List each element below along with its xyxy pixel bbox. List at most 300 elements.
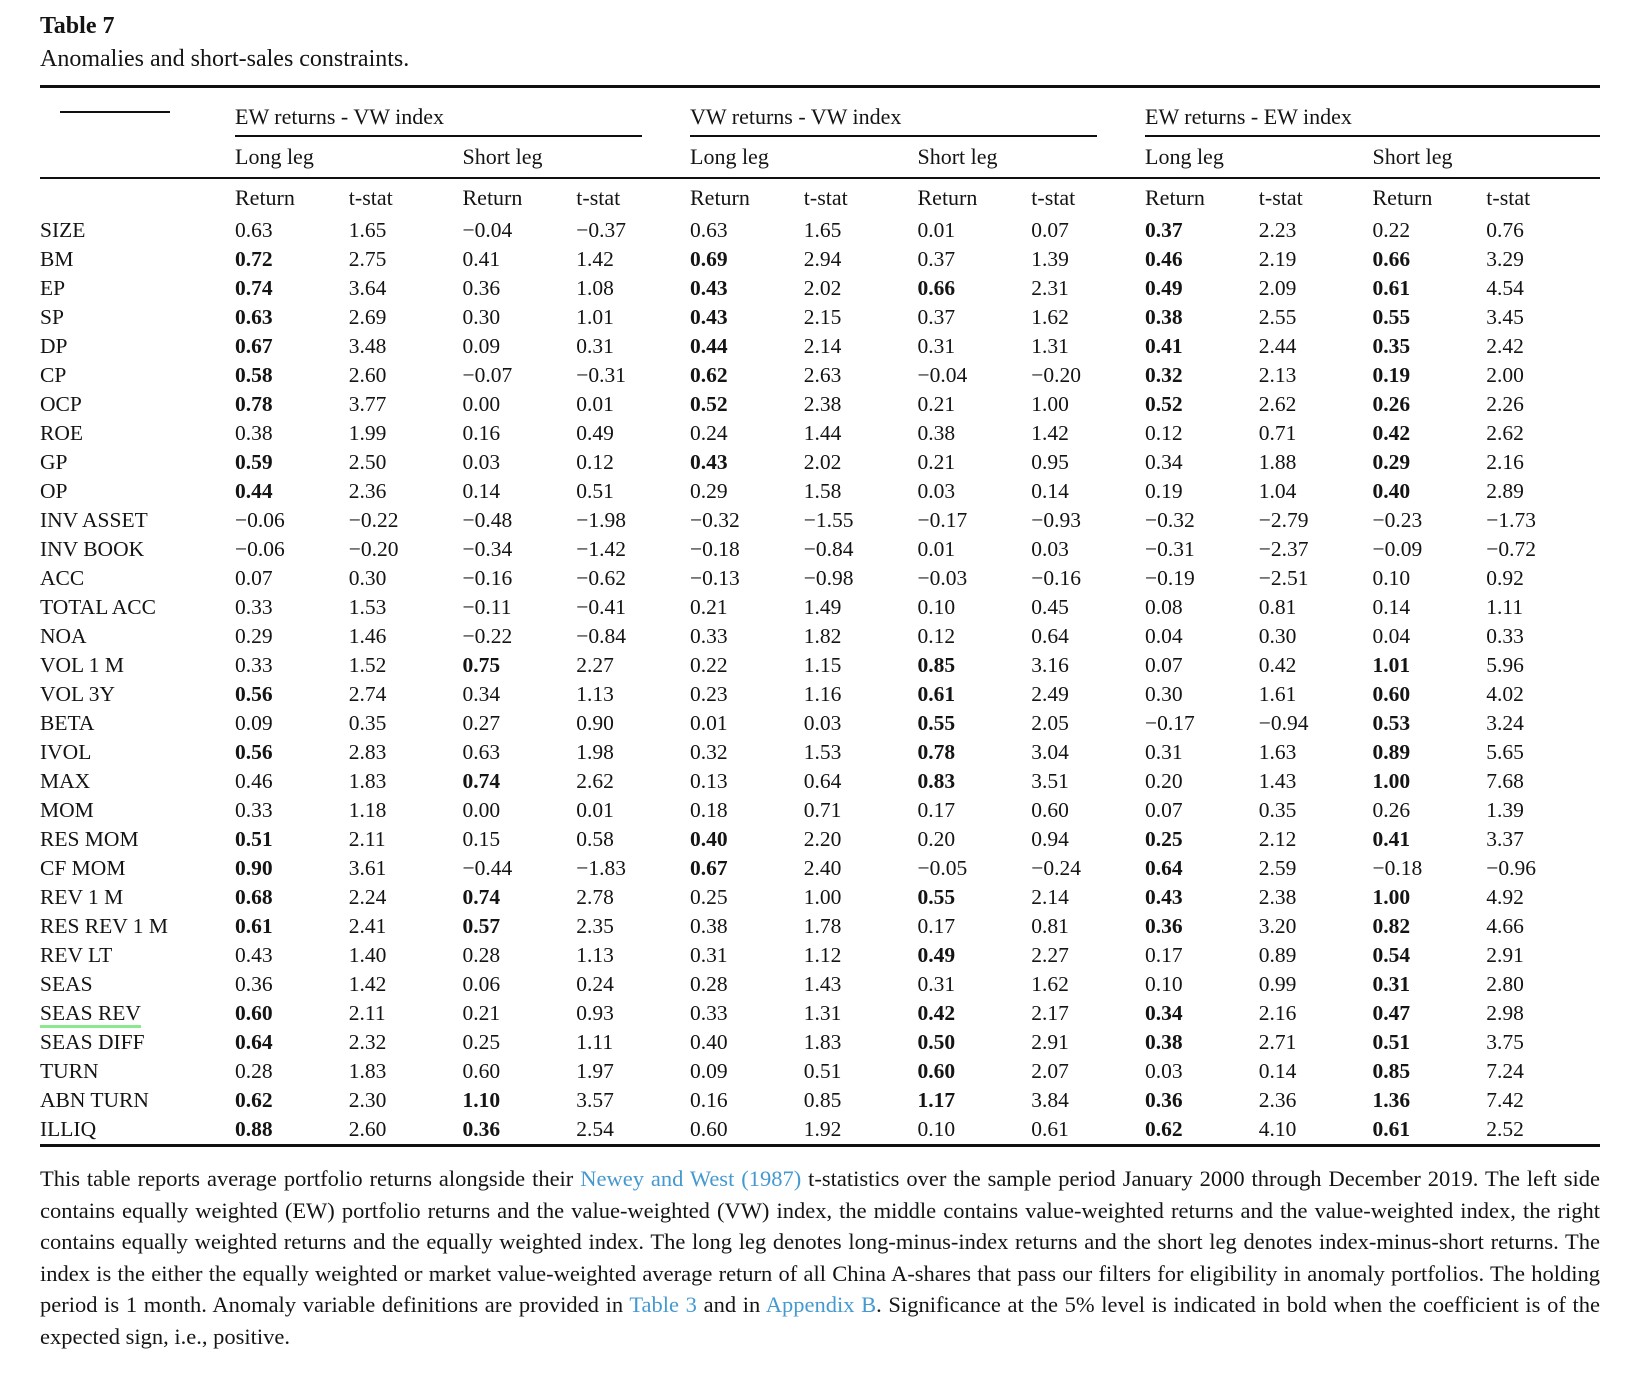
return-value: 0.23 <box>690 682 728 706</box>
return-value: 0.16 <box>690 1088 728 1112</box>
tstat-value: 2.26 <box>1486 392 1524 416</box>
return-value: 0.37 <box>917 305 956 329</box>
tstat-value: 2.07 <box>1031 1059 1069 1083</box>
tstat-value: 1.65 <box>348 218 387 242</box>
return-value: 0.33 <box>235 595 273 619</box>
return-value: 0.09 <box>690 1059 728 1083</box>
tstat-value: −0.41 <box>576 595 627 619</box>
tstat-value: 3.04 <box>1031 740 1069 764</box>
return-value: 0.18 <box>690 798 728 822</box>
return-value: 0.46 <box>1145 247 1183 271</box>
return-value: 0.17 <box>917 798 956 822</box>
return-value: 0.67 <box>690 856 728 880</box>
tstat-value: 2.38 <box>803 392 842 416</box>
citation-link[interactable]: Table 3 <box>629 1292 697 1317</box>
return-value: 0.40 <box>1372 479 1411 503</box>
return-value: 0.43 <box>690 305 728 329</box>
tstat-value: 0.92 <box>1486 566 1524 590</box>
return-value: 0.75 <box>462 653 501 677</box>
tstat-value: 1.53 <box>348 595 387 619</box>
tstat-value: 1.98 <box>576 740 614 764</box>
return-value: 0.33 <box>690 1001 728 1025</box>
tstat-value: 3.24 <box>1486 711 1524 735</box>
return-value: 0.36 <box>235 972 273 996</box>
return-value: 0.22 <box>690 653 728 677</box>
row-label: CP <box>40 363 67 387</box>
return-value: −0.34 <box>462 537 513 561</box>
row-label: OP <box>40 479 68 503</box>
return-value: 0.60 <box>1372 682 1411 706</box>
tstat-value: 1.42 <box>1031 421 1069 445</box>
return-value: −0.07 <box>462 363 513 387</box>
leg-header-long: Long leg <box>690 144 769 169</box>
tstat-value: 1.16 <box>803 682 842 706</box>
tstat-value: 1.99 <box>348 421 387 445</box>
return-value: 0.63 <box>235 218 273 242</box>
return-value: 0.28 <box>235 1059 273 1083</box>
return-col-header: Return <box>1372 184 1433 210</box>
return-value: 0.36 <box>1145 914 1183 938</box>
return-value: 0.17 <box>1145 943 1183 967</box>
tstat-value: 2.02 <box>803 276 842 300</box>
row-label: MOM <box>40 798 94 822</box>
tstat-value: 2.60 <box>348 363 387 387</box>
return-value: 0.61 <box>1372 276 1411 300</box>
tstat-value: 2.15 <box>803 305 842 329</box>
tstat-value: 4.66 <box>1486 914 1524 938</box>
return-value: 0.50 <box>917 1030 956 1054</box>
table-row <box>40 303 1600 332</box>
tstat-value: 1.82 <box>803 624 842 648</box>
tstat-value: 2.36 <box>1258 1088 1297 1112</box>
return-value: 0.38 <box>235 421 273 445</box>
return-value: 0.33 <box>235 798 273 822</box>
return-value: 0.55 <box>1372 305 1411 329</box>
tstat-value: 0.31 <box>576 334 614 358</box>
tstat-value: 2.24 <box>348 885 387 909</box>
tstat-value: 2.75 <box>348 247 387 271</box>
return-value: 0.20 <box>917 827 956 851</box>
tstat-value: 2.17 <box>1031 1001 1069 1025</box>
return-value: 0.16 <box>462 421 501 445</box>
return-value: 0.07 <box>235 566 273 590</box>
tstat-value: 0.35 <box>348 711 387 735</box>
tstat-value: 0.07 <box>1031 218 1069 242</box>
tstat-value: 1.88 <box>1258 450 1297 474</box>
return-value: 0.35 <box>1372 334 1411 358</box>
tstat-value: 2.91 <box>1031 1030 1069 1054</box>
return-value: 0.31 <box>917 972 956 996</box>
table-row <box>40 535 1600 564</box>
return-value: 0.52 <box>1145 392 1183 416</box>
tstat-value: 2.13 <box>1258 363 1297 387</box>
table-row <box>40 825 1600 854</box>
tstat-value: 0.94 <box>1031 827 1069 851</box>
tstat-value: 1.12 <box>803 943 842 967</box>
paper-page <box>40 10 1600 1352</box>
return-value: 0.06 <box>462 972 501 996</box>
tstat-value: 7.68 <box>1486 769 1524 793</box>
return-value: 0.55 <box>917 885 956 909</box>
row-label: CF MOM <box>40 856 126 880</box>
return-value: 0.03 <box>462 450 501 474</box>
tstat-col-header: t-stat <box>348 184 393 210</box>
tstat-value: 2.59 <box>1258 856 1297 880</box>
row-label: SIZE <box>40 218 86 242</box>
tstat-value: 1.42 <box>576 247 614 271</box>
tstat-col-header: t-stat <box>1486 184 1531 210</box>
table-row <box>40 680 1600 709</box>
tstat-value: 2.54 <box>576 1117 614 1141</box>
table-row <box>40 651 1600 680</box>
return-value: 0.61 <box>917 682 956 706</box>
citation-link[interactable]: Appendix B <box>765 1292 877 1317</box>
tstat-value: 2.00 <box>1486 363 1524 387</box>
group-header-vw-vw: VW returns - VW index <box>690 104 1097 137</box>
return-value: 0.07 <box>1145 653 1183 677</box>
return-value: 1.00 <box>1372 769 1411 793</box>
tstat-value: 2.02 <box>803 450 842 474</box>
tstat-value: 0.76 <box>1486 218 1524 242</box>
return-value: 0.64 <box>235 1030 273 1054</box>
return-value: 0.49 <box>1145 276 1183 300</box>
tstat-value: 2.20 <box>803 827 842 851</box>
table-row <box>40 709 1600 738</box>
return-value: 0.34 <box>1145 450 1183 474</box>
return-value: −0.32 <box>690 508 740 532</box>
return-value: 0.53 <box>1372 711 1411 735</box>
return-value: 0.43 <box>235 943 273 967</box>
tstat-value: 2.63 <box>803 363 842 387</box>
return-value: 0.32 <box>1145 363 1183 387</box>
tstat-value: 1.00 <box>803 885 842 909</box>
tstat-value: −1.55 <box>803 508 854 532</box>
return-value: 0.85 <box>917 653 956 677</box>
table-row <box>40 999 1600 1028</box>
tstat-value: 1.31 <box>1031 334 1069 358</box>
citation-link[interactable]: Newey and West (1987) <box>580 1166 802 1191</box>
group-header-row <box>40 88 1600 137</box>
return-value: 0.74 <box>235 276 273 300</box>
tstat-value: 1.83 <box>803 1030 842 1054</box>
tstat-value: 2.31 <box>1031 276 1069 300</box>
tstat-value: −0.22 <box>348 508 399 532</box>
return-col-header: Return <box>1145 184 1205 210</box>
tstat-value: 3.61 <box>348 856 387 880</box>
row-label: RES MOM <box>40 827 139 851</box>
return-value: 0.46 <box>235 769 273 793</box>
return-value: 0.01 <box>917 218 956 242</box>
tstat-value: 3.77 <box>348 392 387 416</box>
tstat-value: −1.83 <box>576 856 627 880</box>
return-value: 0.21 <box>462 1001 501 1025</box>
table-row <box>40 390 1600 419</box>
return-value: 1.17 <box>917 1088 956 1112</box>
tstat-value: 1.97 <box>576 1059 614 1083</box>
tstat-value: 3.29 <box>1486 247 1524 271</box>
tstat-value: −0.24 <box>1031 856 1082 880</box>
return-value: 0.36 <box>1145 1088 1183 1112</box>
tstat-value: 4.02 <box>1486 682 1524 706</box>
return-value: 0.60 <box>462 1059 501 1083</box>
tstat-value: 0.14 <box>1031 479 1069 503</box>
return-value: 0.52 <box>690 392 728 416</box>
tstat-col-header: t-stat <box>1258 184 1303 210</box>
tstat-value: 3.16 <box>1031 653 1069 677</box>
table-row <box>40 361 1600 390</box>
return-value: 0.62 <box>1145 1117 1183 1141</box>
row-label: VOL 3Y <box>40 682 116 706</box>
tstat-value: −1.98 <box>576 508 627 532</box>
return-value: 0.03 <box>917 479 956 503</box>
table-body <box>40 216 1600 1144</box>
tstat-value: 0.01 <box>576 392 614 416</box>
return-value: 0.56 <box>235 682 273 706</box>
return-value: 0.31 <box>1372 972 1411 996</box>
tstat-value: 2.60 <box>348 1117 387 1141</box>
tstat-value: 3.48 <box>348 334 387 358</box>
tstat-value: 1.15 <box>803 653 842 677</box>
tstat-value: 0.71 <box>1258 421 1297 445</box>
return-value: 0.38 <box>1145 305 1183 329</box>
tstat-value: 2.27 <box>1031 943 1069 967</box>
row-label: TOTAL ACC <box>40 595 156 619</box>
return-value: −0.17 <box>1145 711 1195 735</box>
return-value: 0.19 <box>1372 363 1411 387</box>
row-label: SP <box>40 305 64 329</box>
table-row <box>40 477 1600 506</box>
return-value: 0.60 <box>235 1001 273 1025</box>
return-value: 0.01 <box>917 537 956 561</box>
return-value: 0.01 <box>690 711 728 735</box>
return-value: 0.25 <box>690 885 728 909</box>
return-value: −0.18 <box>1372 856 1423 880</box>
return-value: 0.41 <box>1145 334 1183 358</box>
tstat-value: 3.37 <box>1486 827 1524 851</box>
return-value: 0.68 <box>235 885 273 909</box>
table-row <box>40 1057 1600 1086</box>
tstat-value: 2.52 <box>1486 1117 1524 1141</box>
tstat-value: 0.30 <box>348 566 387 590</box>
return-value: 0.00 <box>462 798 501 822</box>
tstat-value: 2.41 <box>348 914 387 938</box>
return-value: 0.26 <box>1372 798 1411 822</box>
return-value: 0.09 <box>462 334 501 358</box>
return-value: 0.22 <box>1372 218 1411 242</box>
table-row <box>40 854 1600 883</box>
tstat-value: 2.89 <box>1486 479 1524 503</box>
table-row <box>40 564 1600 593</box>
tstat-value: 3.84 <box>1031 1088 1069 1112</box>
tstat-value: 1.52 <box>348 653 387 677</box>
return-value: 0.62 <box>690 363 728 387</box>
tstat-value: 1.43 <box>1258 769 1297 793</box>
tstat-value: 1.46 <box>348 624 387 648</box>
return-value: 0.29 <box>690 479 728 503</box>
highlighted-row-label: SEAS REV <box>40 1001 141 1028</box>
tstat-value: 0.85 <box>803 1088 842 1112</box>
table-row <box>40 593 1600 622</box>
return-value: −0.11 <box>462 595 512 619</box>
tstat-value: 0.42 <box>1258 653 1297 677</box>
tstat-value: 3.20 <box>1258 914 1297 938</box>
row-label: IVOL <box>40 740 92 764</box>
return-value: 0.83 <box>917 769 956 793</box>
row-label: INV ASSET <box>40 508 148 532</box>
table-row <box>40 274 1600 303</box>
row-label: RES REV 1 M <box>40 914 169 938</box>
return-value: 1.36 <box>1372 1088 1411 1112</box>
tstat-value: −0.98 <box>803 566 854 590</box>
footnote-text: This table reports average portfolio returns alongside their <box>40 1166 581 1191</box>
table-row <box>40 1115 1600 1144</box>
tstat-value: 0.81 <box>1258 595 1297 619</box>
tstat-value: 1.11 <box>576 1030 614 1054</box>
table-row <box>40 883 1600 912</box>
tstat-value: 0.45 <box>1031 595 1069 619</box>
tstat-value: 0.81 <box>1031 914 1069 938</box>
return-value: −0.04 <box>917 363 968 387</box>
return-value: 0.56 <box>235 740 273 764</box>
return-value: 0.40 <box>690 1030 728 1054</box>
table-row <box>40 622 1600 651</box>
return-value: 0.43 <box>690 276 728 300</box>
tstat-value: 2.69 <box>348 305 387 329</box>
return-value: 0.34 <box>1145 1001 1183 1025</box>
tstat-value: 2.11 <box>348 827 386 851</box>
tstat-col-header: t-stat <box>576 184 621 210</box>
tstat-value: 4.10 <box>1258 1117 1297 1141</box>
tstat-value: 1.42 <box>348 972 387 996</box>
return-value: 0.32 <box>690 740 728 764</box>
return-value: 0.04 <box>1372 624 1411 648</box>
tstat-value: 2.94 <box>803 247 842 271</box>
tstat-value: 0.49 <box>576 421 614 445</box>
return-value: 0.42 <box>917 1001 956 1025</box>
tstat-value: −0.96 <box>1486 856 1537 880</box>
row-label: SEAS DIFF <box>40 1030 145 1054</box>
return-value: 0.08 <box>1145 595 1183 619</box>
tstat-value: 2.98 <box>1486 1001 1524 1025</box>
return-value: −0.31 <box>1145 537 1195 561</box>
return-value: 0.13 <box>690 769 728 793</box>
tstat-value: 0.99 <box>1258 972 1297 996</box>
tstat-value: 2.27 <box>576 653 614 677</box>
tstat-value: −2.51 <box>1258 566 1309 590</box>
return-value: 0.21 <box>917 392 956 416</box>
row-label: VOL 1 M <box>40 653 125 677</box>
return-value: 0.26 <box>1372 392 1411 416</box>
return-value: 0.25 <box>1145 827 1183 851</box>
return-value: 0.37 <box>1145 218 1183 242</box>
tstat-value: 2.74 <box>348 682 387 706</box>
return-value: 0.12 <box>917 624 956 648</box>
return-col-header: Return <box>462 184 523 210</box>
tstat-value: 0.90 <box>576 711 614 735</box>
return-value: 0.61 <box>235 914 273 938</box>
return-col-header: Return <box>917 184 978 210</box>
return-value: 0.29 <box>235 624 273 648</box>
return-value: 0.78 <box>235 392 273 416</box>
tstat-value: 2.44 <box>1258 334 1297 358</box>
return-value: 0.31 <box>917 334 956 358</box>
return-value: 0.74 <box>462 769 501 793</box>
return-value: 0.03 <box>1145 1059 1183 1083</box>
return-value: 0.27 <box>462 711 501 735</box>
return-value: 0.10 <box>917 595 956 619</box>
tstat-value: 0.01 <box>576 798 614 822</box>
tstat-value: 2.62 <box>576 769 614 793</box>
leg-header-long: Long leg <box>1145 144 1224 169</box>
tstat-value: 0.64 <box>1031 624 1069 648</box>
return-value: 0.60 <box>917 1059 956 1083</box>
leg-header-long: Long leg <box>235 144 314 169</box>
return-value: 0.66 <box>1372 247 1411 271</box>
return-value: 0.69 <box>690 247 728 271</box>
tstat-value: 4.54 <box>1486 276 1524 300</box>
tstat-value: 7.24 <box>1486 1059 1524 1083</box>
table-row <box>40 796 1600 825</box>
row-label: REV LT <box>40 943 113 967</box>
tstat-value: −0.16 <box>1031 566 1082 590</box>
tstat-col-header: t-stat <box>803 184 848 210</box>
row-label: OCP <box>40 392 82 416</box>
row-label: ABN TURN <box>40 1088 149 1112</box>
tstat-value: 2.83 <box>348 740 387 764</box>
return-value: 0.20 <box>1145 769 1183 793</box>
table-row <box>40 767 1600 796</box>
footnote-text: and in <box>696 1292 766 1317</box>
group-header-ew-ew: EW returns - EW index <box>1145 104 1600 137</box>
tstat-value: 2.11 <box>348 1001 386 1025</box>
return-value: 0.58 <box>235 363 273 387</box>
return-value: −0.13 <box>690 566 740 590</box>
return-value: 0.33 <box>690 624 728 648</box>
return-value: 0.67 <box>235 334 273 358</box>
return-value: 0.44 <box>690 334 728 358</box>
row-label: INV BOOK <box>40 537 145 561</box>
return-value: −0.06 <box>235 508 285 532</box>
table-row <box>40 941 1600 970</box>
return-value: 0.21 <box>917 450 956 474</box>
return-value: 0.19 <box>1145 479 1183 503</box>
return-col-header: Return <box>690 184 750 210</box>
row-label: NOA <box>40 624 87 648</box>
tstat-value: 0.12 <box>576 450 614 474</box>
return-value: 0.14 <box>462 479 501 503</box>
return-value: 0.49 <box>917 943 956 967</box>
return-value: 0.63 <box>690 218 728 242</box>
column-header-row <box>40 179 1600 216</box>
table-row <box>40 332 1600 361</box>
return-value: 0.60 <box>690 1117 728 1141</box>
tstat-value: 1.01 <box>576 305 614 329</box>
return-value: −0.23 <box>1372 508 1423 532</box>
tstat-value: 0.51 <box>803 1059 842 1083</box>
return-col-header: Return <box>235 184 295 210</box>
return-value: −0.32 <box>1145 508 1195 532</box>
tstat-value: 0.61 <box>1031 1117 1069 1141</box>
row-label: BETA <box>40 711 95 735</box>
return-value: 0.04 <box>1145 624 1183 648</box>
tstat-value: 3.64 <box>348 276 387 300</box>
table-row <box>40 1028 1600 1057</box>
group-header-ew-vw: EW returns - VW index <box>235 104 642 137</box>
return-value: −0.44 <box>462 856 513 880</box>
tstat-value: 7.42 <box>1486 1088 1524 1112</box>
row-label: REV 1 M <box>40 885 124 909</box>
return-value: 0.41 <box>462 247 501 271</box>
